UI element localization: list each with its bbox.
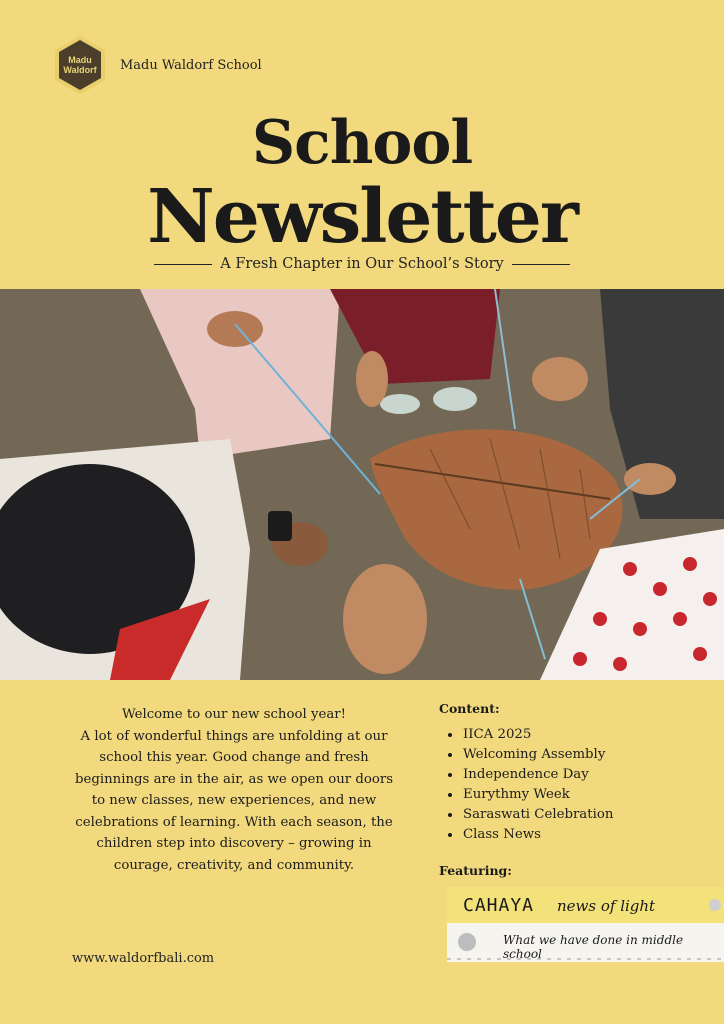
content-heading: Content:: [439, 701, 500, 716]
featuring-heading: Featuring:: [439, 863, 512, 878]
content-item-welcoming-assembly: Welcoming Assembly: [445, 745, 613, 765]
website-link[interactable]: www.waldorfbali.com: [72, 951, 215, 966]
welcome-text: [74, 704, 394, 876]
right-rule: [512, 264, 570, 265]
feature-title-tail: news of light: [557, 897, 656, 915]
subtitle: A Fresh Chapter in Our School’s Story: [220, 256, 504, 272]
welcome-body: A lot of wonderful things are unfolding at our school this year. Good change and fresh beginnings are in the air, as we open our doors to new classes, new experiences, and new celebrations of learning. With each season, the children step into discovery – growing in courage, creativity, and community.: [74, 728, 394, 873]
subtitle-row: [0, 256, 724, 272]
feature-subtitle: What we have done in middle school: [503, 933, 684, 961]
left-rule: [154, 264, 212, 265]
content-item-eurythmy-week: Eurythmy Week: [445, 785, 613, 805]
content-list: [445, 725, 613, 845]
school-name: Madu Waldorf School: [120, 58, 262, 73]
title-newsletter: Newsletter: [147, 174, 577, 260]
hero-photo-illustration: [0, 289, 724, 680]
content-item-class-news: Class News: [445, 825, 613, 845]
logo-text: Madu Waldorf: [63, 55, 97, 75]
content-item-independence-day: Independence Day: [445, 765, 613, 785]
title-school: School: [251, 108, 473, 178]
featured-cahaya-image: [447, 887, 724, 962]
content-item-saraswati: Saraswati Celebration: [445, 805, 613, 825]
content-item-iica: IICA 2025: [445, 725, 613, 745]
hero-photo: [0, 289, 724, 680]
school-logo: [49, 34, 111, 96]
feature-title: CAHAYA: [463, 895, 535, 916]
welcome-heading: Welcome to our new school year!: [122, 707, 346, 722]
